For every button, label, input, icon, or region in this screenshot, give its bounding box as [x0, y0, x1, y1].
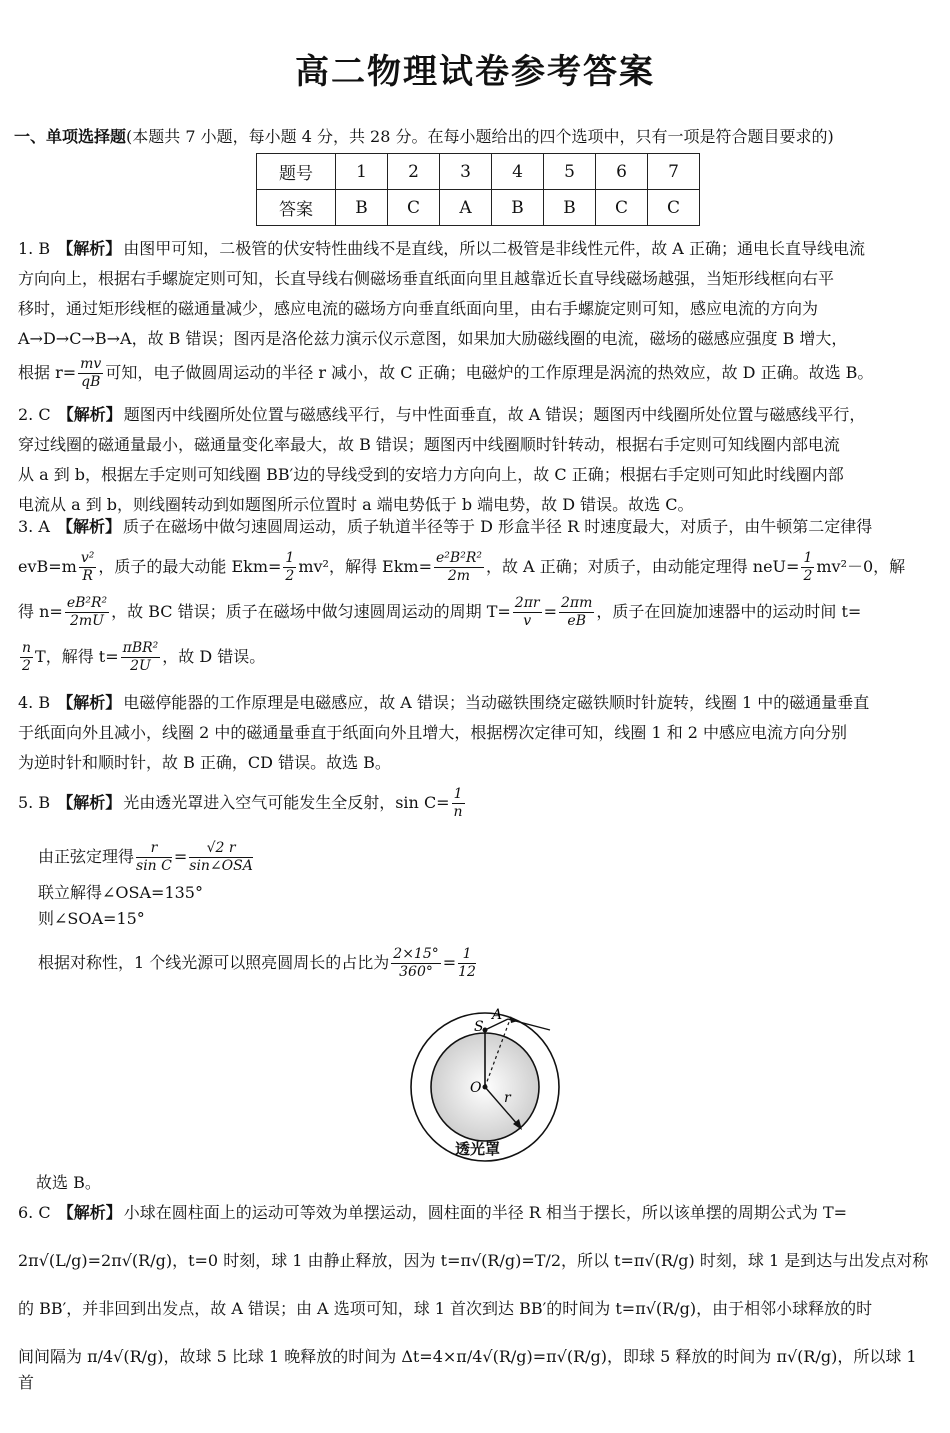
q3-line-2 [18, 550, 934, 585]
table-cell: 7 [648, 154, 700, 190]
denominator: sin∠OSA [189, 858, 253, 874]
q5-angle-osa: 联立解得∠OSA=135° [38, 883, 203, 902]
denominator: 2m [447, 568, 471, 584]
numerator: 2×15° [393, 946, 439, 962]
fraction [189, 840, 253, 875]
denominator: v [523, 613, 532, 629]
point-o [483, 1085, 488, 1090]
fraction [458, 946, 476, 981]
q3-line-3 [18, 595, 934, 630]
numerator: e²B²R² [436, 550, 482, 566]
fraction [559, 595, 594, 630]
q3-line [18, 514, 934, 540]
q5-text: 根据对称性，1 个线光源可以照亮圆周长的占比为 [38, 953, 390, 972]
q1-text: A→D→C→B→A，故 B 错误；图丙是洛伦兹力演示仪示意图，如果加大励磁线圈的电流，磁场的磁感应强度 B 增大， [18, 329, 848, 348]
numerator: 1 [453, 786, 463, 802]
q2-text: 电流从 a 到 b，则线圈转动到如题图所示位置时 a 端电势低于 b 端电势，故 D 错误。故选 C。 [18, 495, 694, 514]
q3-text: 质子在磁场中做匀速圆周运动，质子轨道半径等于 D 形盒半径 R 时速度最大，对质子，由牛顿第二定律得 [123, 517, 873, 536]
fraction [20, 640, 33, 675]
fraction [391, 946, 440, 981]
label-o: O [470, 1080, 482, 1096]
numerator: 2πr [514, 595, 540, 611]
q2-text: 题图丙中线圈所处位置与磁感线平行，与中性面垂直，故 A 错误；题图丙中线圈所处位置与磁感线平行， [123, 405, 866, 424]
denominator: 2 [803, 568, 813, 584]
q3-text: mv²－0，解 [816, 557, 906, 576]
table-row-label: 题号 [257, 154, 336, 190]
cover-label: 透光罩 [455, 1140, 501, 1158]
q5-ratio [38, 946, 478, 981]
table-cell: B [544, 190, 596, 226]
denominator: 2mU [69, 613, 104, 629]
denominator: 12 [458, 964, 476, 980]
q1-text: 可知，电子做圆周运动的半径 r 减小，故 C 正确；电磁炉的工作原理是涡流的热效应，故 D 正确。故选 B。 [105, 363, 874, 382]
table-cell: 3 [440, 154, 492, 190]
analysis-tag: 【解析】 [57, 1203, 122, 1222]
q3-text: ，故 A 正确；对质子，由动能定理得 neU= [485, 557, 800, 576]
denominator: eB [567, 613, 586, 629]
q4-text: 为逆时针和顺时针，故 B 正确，CD 错误。故选 B。 [18, 753, 391, 772]
table-cell: C [388, 190, 440, 226]
analysis-tag: 【解析】 [57, 239, 122, 258]
q3-text: = [543, 602, 558, 621]
q5-text: = [442, 953, 457, 972]
fraction [121, 640, 161, 675]
q3-line-4 [18, 640, 934, 675]
question-6 [18, 1200, 934, 1396]
q5-angle-soa: 则∠SOA=15° [38, 909, 145, 928]
denominator: sin C [136, 858, 172, 874]
q3-text: T，解得 t= [35, 647, 119, 666]
analysis-tag: 【解析】 [57, 517, 122, 536]
q1-text: 根据 r= [18, 363, 77, 382]
q4-line [18, 690, 934, 716]
table-cell: C [596, 190, 648, 226]
q5-line [18, 786, 934, 821]
table-cell: 6 [596, 154, 648, 190]
numerator: √2 r [189, 840, 253, 858]
fraction [136, 840, 172, 875]
table-cell: 1 [336, 154, 388, 190]
analysis-tag: 【解析】 [57, 793, 122, 812]
fraction [283, 550, 296, 585]
table-cell: 2 [388, 154, 440, 190]
question-5 [18, 786, 934, 821]
q1-number: 1. B [18, 239, 51, 258]
q3-text: 得 n= [18, 602, 63, 621]
fraction [79, 550, 97, 585]
q6-number: 6. C [18, 1203, 51, 1222]
q3-text: ，故 BC 错误；质子在磁场中做匀速圆周运动的周期 T= [111, 602, 511, 621]
label-r: r [504, 1090, 511, 1106]
q3-number: 3. A [18, 517, 50, 536]
q1-line-5 [18, 356, 934, 391]
q5-text: 由正弦定理得 [38, 847, 135, 866]
label-s: S [474, 1019, 484, 1035]
q5-end: 故选 B。 [36, 1173, 101, 1192]
q1-text: 方向向上，根据右手螺旋定则可知，长直导线右侧磁场垂直纸面向里且越靠近长直导线磁场越强，当矩形线框向右平 [18, 269, 835, 288]
fraction [434, 550, 484, 585]
q1-text: 移时，通过矩形线框的磁通量减少，感应电流的磁场方向垂直纸面向里，由右手螺旋定则可知，感应电流的方向为 [18, 299, 819, 318]
page-title: 高二物理试卷参考答案 [295, 52, 655, 92]
q6-text: 2π√(L/g)=2π√(R/g)，t=0 时刻，球 1 由静止释放，因为 t=π√(R/g)=T/2，所以 t=π√(R/g) 时刻，球 1 是到达与出发点对称 [18, 1251, 929, 1270]
table-cell: A [440, 190, 492, 226]
table-row-label: 答案 [257, 190, 336, 226]
q5-number: 5. B [18, 793, 51, 812]
table-cell: B [336, 190, 388, 226]
denominator: 2 [22, 658, 31, 674]
q6-text: 的 BB′，并非回到出发点，故 A 错误；由 A 选项可知，球 1 首次到达 BB′的时间为 t=π√(R/g)，由于相邻小球释放的时 [18, 1299, 873, 1318]
fraction [801, 550, 814, 585]
numerator: eB²R² [66, 595, 108, 611]
numerator: 2πm [561, 595, 593, 611]
table-cell: 5 [544, 154, 596, 190]
analysis-tag: 【解析】 [57, 405, 122, 424]
q6-text: 小球在圆柱面上的运动可等效为单摆运动，圆柱面的半径 R 相当于摆长，所以该单摆的周期公式为 T= [123, 1203, 848, 1222]
table-row-numbers [257, 154, 700, 190]
section-title: 一、单项选择题 [14, 127, 127, 146]
denominator: 2U [130, 658, 151, 674]
q4-text: 于纸面向外且减小，线圈 2 中的磁通量垂直于纸面向外且增大，根据楞次定律可知，线圈 1 和 2 中感应电流方向分别 [18, 723, 848, 742]
denominator: qB [81, 374, 101, 390]
fraction [452, 786, 465, 821]
answer-table [256, 153, 700, 226]
denominator: R [82, 568, 93, 584]
q3-text: evB=m [18, 557, 77, 576]
table-row-answers [257, 190, 700, 226]
q2-number: 2. C [18, 405, 51, 424]
q4-number: 4. B [18, 693, 51, 712]
denominator: 2 [285, 568, 295, 584]
question-1 [18, 236, 934, 391]
numerator: r [136, 840, 172, 858]
q5-text: 光由透光罩进入空气可能发生全反射，sin C= [123, 793, 450, 812]
numerator: 1 [803, 550, 813, 566]
table-cell: C [648, 190, 700, 226]
q4-text: 电磁停能器的工作原理是电磁感应，故 A 错误；当动磁铁围绕定磁铁顺时针旋转，线圈 1 中的磁通量垂直 [123, 693, 870, 712]
q5-sine-law [38, 840, 255, 875]
fraction [65, 595, 109, 630]
numerator: v² [80, 550, 95, 566]
numerator: 1 [285, 550, 295, 566]
q3-text: mv²，解得 Ekm= [298, 557, 433, 576]
section-heading [14, 124, 834, 147]
q1-text: 由图甲可知，二极管的伏安特性曲线不是直线，所以二极管是非线性元件，故 A 正确；通电长直导线电流 [123, 239, 865, 258]
numerator: 1 [458, 946, 476, 964]
numerator: πBR² [122, 640, 159, 656]
q6-line [18, 1200, 934, 1226]
denominator: 360° [399, 964, 433, 980]
denominator: n [453, 804, 463, 820]
analysis-tag: 【解析】 [57, 693, 122, 712]
label-a: A [492, 1007, 503, 1023]
table-cell: 4 [492, 154, 544, 190]
q1-line [18, 236, 934, 262]
section-note: (本题共 7 小题，每小题 4 分，共 28 分。在每小题给出的四个选项中，只有一项是符合题目要求的) [126, 127, 834, 146]
q6-text: 间间隔为 π/4√(R/g)，故球 5 比球 1 晚释放的时间为 Δt=4×π/4√(R/g)=π√(R/g)，即球 5 释放的时间为 π√(R/g)，所以球 1 首 [18, 1347, 917, 1392]
q5-text: = [173, 847, 188, 866]
fraction [78, 356, 103, 391]
q2-line [18, 402, 934, 428]
question-3 [18, 514, 934, 675]
q3-text: ，质子在回旋加速器中的运动时间 t= [596, 602, 862, 621]
table-cell: B [492, 190, 544, 226]
fraction [513, 595, 542, 630]
q3-text: ，故 D 错误。 [162, 647, 266, 666]
question-4 [18, 690, 934, 776]
numerator: n [22, 640, 32, 656]
question-2 [18, 402, 934, 518]
q2-text: 穿过线圈的磁通量最小，磁通量变化率最大，故 B 错误；题图丙中线圈顺时针转动，根据右手定则可知线圈内部电流 [18, 435, 840, 454]
q2-text: 从 a 到 b，根据左手定则可知线圈 BB′边的导线受到的安培力方向向上，故 C 正确；根据右手定则可知此时线圈内部 [18, 465, 844, 484]
numerator: mv [80, 356, 102, 372]
q3-text: ，质子的最大动能 Ekm= [98, 557, 282, 576]
